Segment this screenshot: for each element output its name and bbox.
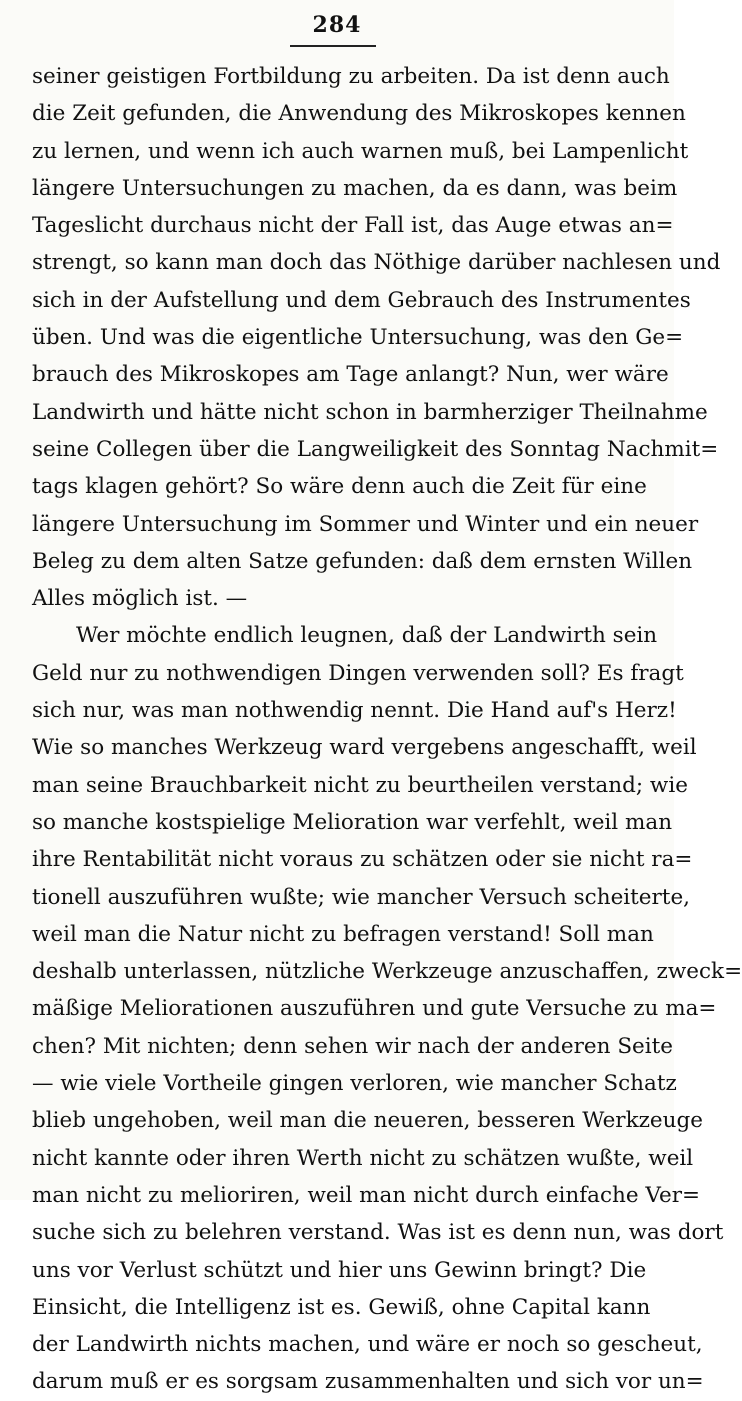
text-line: der Landwirth nichts machen, und wäre er noch so gescheut, <box>32 1332 703 1358</box>
text-line: üben. Und was die eigentliche Untersuchung, was den Ge= <box>32 325 684 351</box>
text-line: längere Untersuchungen zu machen, da es dann, was beim <box>32 175 678 201</box>
paragraph-end-line: Alles möglich ist. — <box>32 586 248 612</box>
text-line: blieb ungehoben, weil man die neueren, besseren Werkzeuge <box>32 1108 703 1134</box>
paragraph-start-line: Wer möchte endlich leugnen, daß der Landwirth sein <box>76 623 658 649</box>
text-line: man seine Brauchbarkeit nicht zu beurtheilen verstand; wie <box>32 772 688 798</box>
text-line: Landwirth und hätte nicht schon in barmherziger Theilnahme <box>32 399 708 425</box>
text-line: mäßige Meliorationen auszuführen und gute Versuche zu ma= <box>32 996 717 1022</box>
text-line: zu lernen, und wenn ich auch warnen muß, bei Lampenlicht <box>32 138 689 164</box>
text-line: brauch des Mikroskopes am Tage anlangt? Nun, wer wäre <box>32 362 669 388</box>
text-line: suche sich zu belehren verstand. Was ist es denn nun, was dort <box>32 1220 724 1246</box>
text-line: weil man die Natur nicht zu befragen verstand! Soll man <box>32 921 654 947</box>
text-line: tags klagen gehört? So wäre denn auch die Zeit für eine <box>32 474 647 500</box>
body-text <box>32 58 742 1401</box>
text-line: Wie so manches Werkzeug ward vergebens angeschafft, weil <box>32 735 697 761</box>
text-line: seiner geistigen Fortbildung zu arbeiten. Da ist denn auch <box>32 64 670 89</box>
text-line: man nicht zu melioriren, weil man nicht durch einfache Ver= <box>32 1182 700 1208</box>
text-line: längere Untersuchung im Sommer und Winter und ein neuer <box>32 511 699 537</box>
text-line: tionell auszuführen wußte; wie mancher Versuch scheiterte, <box>32 884 691 910</box>
page-number: 284 <box>312 12 362 38</box>
text-line: Tageslicht durchaus nicht der Fall ist, das Auge etwas an= <box>32 213 674 239</box>
text-line: die Zeit gefunden, die Anwendung des Mikroskopes kennen <box>32 101 686 127</box>
text-line: strengt, so kann man doch das Nöthige darüber nachlesen und <box>32 250 721 276</box>
text-line: Beleg zu dem alten Satze gefunden: daß dem ernsten Willen <box>32 548 693 574</box>
text-line: chen? Mit nichten; denn sehen wir nach der anderen Seite <box>32 1033 674 1059</box>
text-line: deshalb unterlassen, nützliche Werkzeuge anzuschaffen, zweck= <box>32 959 742 985</box>
text-line: seine Collegen über die Langweiligkeit des Sonntag Nachmit= <box>32 436 719 462</box>
text-line: nicht kannte oder ihren Werth nicht zu schätzen wußte, weil <box>32 1145 694 1171</box>
text-line: uns vor Verlust schützt und hier uns Gewinn bringt? Die <box>32 1257 647 1283</box>
text-line: ihre Rentabilität nicht voraus zu schätzen oder sie nicht ra= <box>32 847 693 873</box>
text-line: Geld nur zu nothwendigen Dingen verwenden soll? Es fragt <box>32 660 684 686</box>
text-line: sich in der Aufstellung und dem Gebrauch des Instrumentes <box>32 287 691 313</box>
text-line: so manche kostspielige Melioration war verfehlt, weil man <box>32 809 673 835</box>
text-line: Einsicht, die Intelligenz ist es. Gewiß, ohne Capital kann <box>32 1294 651 1320</box>
text-line: — wie viele Vortheile gingen verloren, wie mancher Schatz <box>32 1071 677 1097</box>
header-rule <box>290 45 376 47</box>
text-line: sich nur, was man nothwendig nennt. Die Hand auf's Herz! <box>32 698 677 724</box>
text-line: darum muß er es sorgsam zusammenhalten und sich vor un= <box>32 1369 704 1395</box>
